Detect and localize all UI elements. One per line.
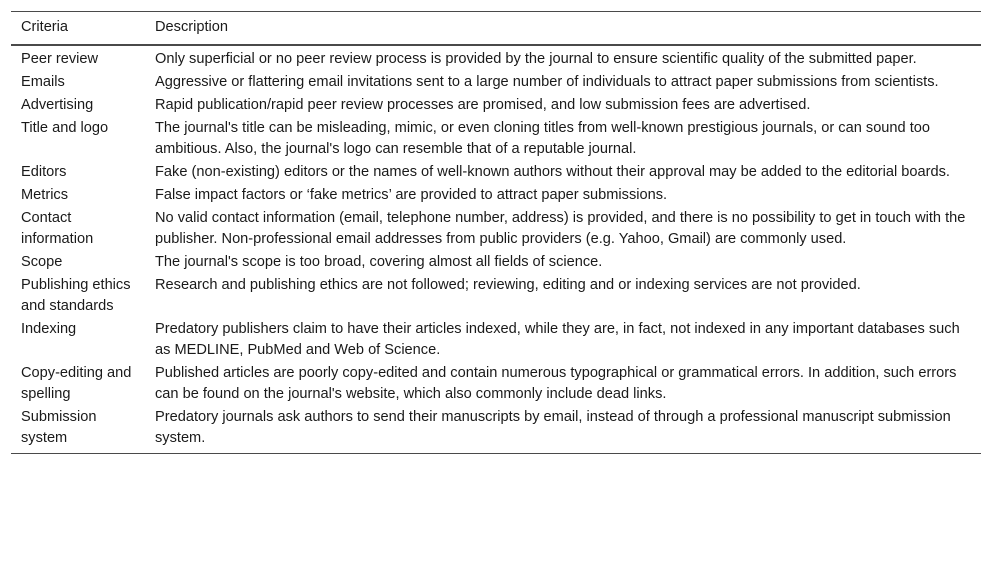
criteria-cell: Scope <box>21 254 63 270</box>
description-cell: Aggressive or flattering email invitations sent to a large number of individuals to attract paper submissions from scientists. <box>155 74 939 90</box>
table-row <box>11 406 981 454</box>
table-row <box>11 362 981 406</box>
description-cell: False impact factors or ‘fake metrics’ are provided to attract paper submissions. <box>155 187 668 203</box>
criteria-cell: Publishing ethics and standards <box>21 277 131 314</box>
description-cell: The journal's scope is too broad, covering almost all fields of science. <box>155 254 603 270</box>
description-cell: Published articles are poorly copy-edited and contain numerous typographical or grammatical errors. In addition, such errors can be found on the journal's website, which also commonly include dead links. <box>155 365 957 402</box>
table-row <box>11 94 981 117</box>
criteria-cell: Editors <box>21 164 67 180</box>
table-row <box>11 318 981 362</box>
description-cell: Rapid publication/rapid peer review processes are promised, and low submission fees are advertised. <box>155 97 811 113</box>
table-header <box>11 12 981 46</box>
criteria-cell: Emails <box>21 74 65 90</box>
header-criteria: Criteria <box>21 19 69 35</box>
description-cell: Predatory publishers claim to have their articles indexed, while they are, in fact, not indexed in any important databases such as MEDLINE, PubMed and Web of Science. <box>155 321 960 358</box>
table-row <box>11 161 981 184</box>
header-row <box>11 12 981 46</box>
description-cell: Research and publishing ethics are not followed; reviewing, editing and or indexing services are not provided. <box>155 277 861 293</box>
header-description: Description <box>155 19 228 35</box>
table-row <box>11 274 981 318</box>
criteria-cell: Contact information <box>21 210 94 247</box>
table-row <box>11 207 981 251</box>
description-cell: The journal's title can be misleading, mimic, or even cloning titles from well-known prestigious journals, or can sound too ambitious. Also, the journal's logo can resemble that of a reputable journal. <box>155 120 931 157</box>
criteria-cell: Peer review <box>21 51 99 67</box>
criteria-cell: Submission system <box>21 409 97 446</box>
criteria-cell: Title and logo <box>21 120 109 136</box>
criteria-table <box>11 11 981 454</box>
criteria-cell: Advertising <box>21 97 94 113</box>
criteria-cell: Metrics <box>21 187 69 203</box>
criteria-table-container <box>11 11 981 454</box>
table-row <box>11 71 981 94</box>
table-row <box>11 117 981 161</box>
description-cell: Predatory journals ask authors to send their manuscripts by email, instead of through a professional manuscript submission system. <box>155 409 951 446</box>
criteria-cell: Copy-editing and spelling <box>21 365 132 402</box>
table-row <box>11 184 981 207</box>
table-body <box>11 45 981 454</box>
criteria-cell: Indexing <box>21 321 77 337</box>
table-row <box>11 45 981 71</box>
description-cell: No valid contact information (email, telephone number, address) is provided, and there is no possibility to get in touch with the publisher. Non-professional email addresses from public providers (e.g. Yahoo, Gmail) are commonly used. <box>155 210 966 247</box>
description-cell: Fake (non-existing) editors or the names of well-known authors without their approval may be added to the editorial boards. <box>155 164 950 180</box>
description-cell: Only superficial or no peer review process is provided by the journal to ensure scientific quality of the submitted paper. <box>155 51 917 67</box>
table-row <box>11 251 981 274</box>
